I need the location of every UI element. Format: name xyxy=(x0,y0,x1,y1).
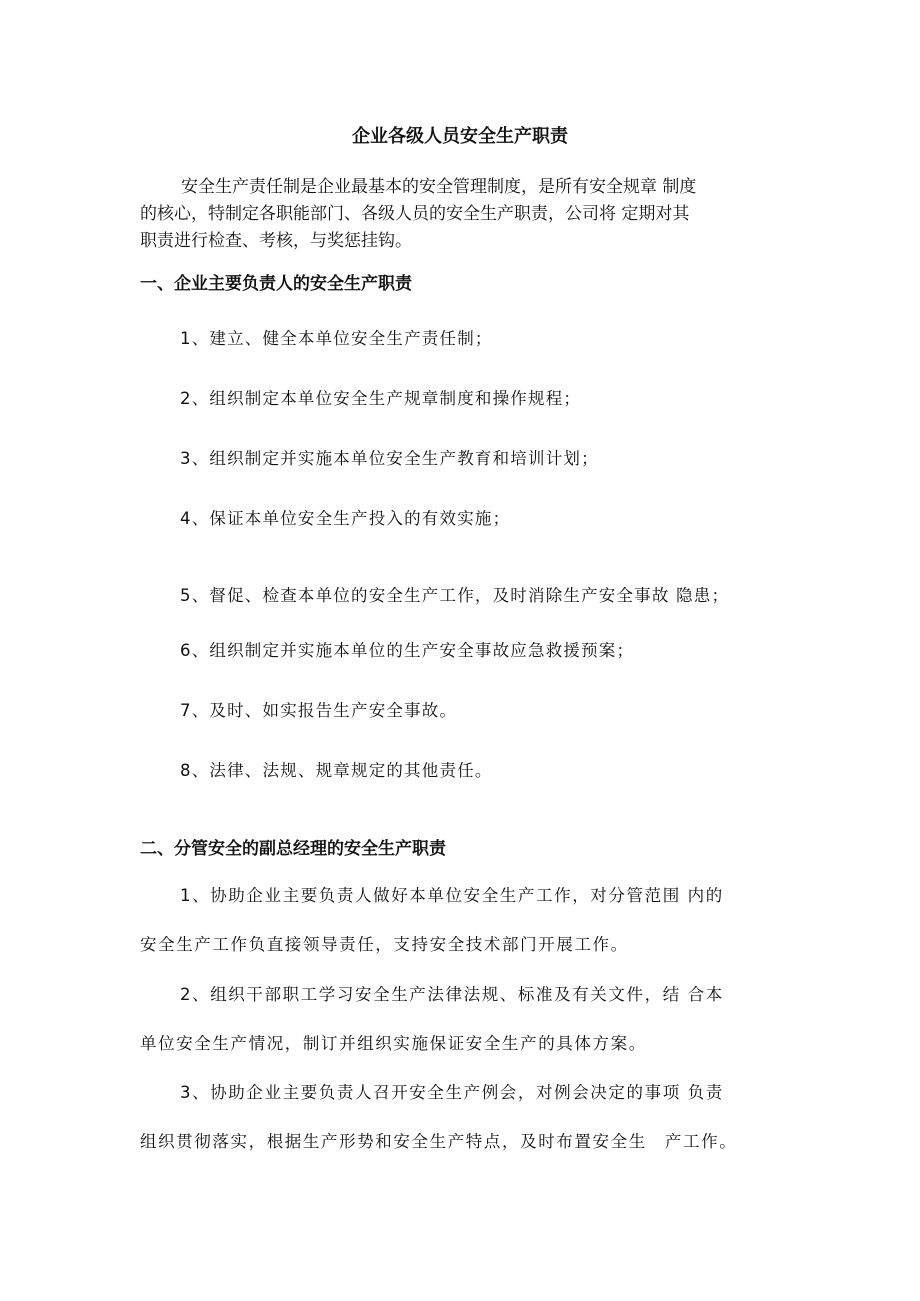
list-item: 6、组织制定并实施本单位的生产安全事故应急救援预案； xyxy=(180,641,635,660)
paragraph-line: 单位安全生产情况，制订并组织实施保证安全生产的具体方案。 xyxy=(140,1034,647,1053)
section-heading-1: 一、企业主要负责人的安全生产职责 xyxy=(140,274,412,294)
paragraph-line: 2、组织干部职工学习安全生产法律法规、标准及有关文件，结 合本 xyxy=(180,985,724,1004)
intro-line: 安全生产责任制是企业最基本的安全管理制度，是所有安全规章 制度 xyxy=(181,177,697,197)
list-item: 1、建立、健全本单位安全生产责任制； xyxy=(180,329,493,348)
paragraph-line: 1、协助企业主要负责人做好本单位安全生产工作，对分管范围 内的 xyxy=(180,886,724,905)
list-item: 7、及时、如实报告生产安全事故。 xyxy=(180,701,458,720)
paragraph-line: 组织贯彻落实，根据生产形势和安全生产特点，及时布置安全生 产工作。 xyxy=(140,1132,738,1151)
paragraph-line: 安全生产工作负直接领导责任，支持安全技术部门开展工作。 xyxy=(140,935,629,954)
intro-line: 的核心，特制定各职能部门、各级人员的安全生产职责，公司将 定期对其 xyxy=(140,204,690,224)
list-item: 3、组织制定并实施本单位安全生产教育和培训计划； xyxy=(180,449,599,468)
section-heading-2: 二、分管安全的副总经理的安全生产职责 xyxy=(140,839,446,859)
list-item: 8、法律、法规、规章规定的其他责任。 xyxy=(180,761,493,780)
list-item: 4、保证本单位安全生产投入的有效实施； xyxy=(180,509,511,528)
list-item: 2、组织制定本单位安全生产规章制度和操作规程； xyxy=(180,389,582,408)
intro-line: 职责进行检查、考核，与奖惩挂钩。 xyxy=(140,231,412,251)
list-item: 5、督促、检查本单位的安全生产工作，及时消除生产安全事故 隐患； xyxy=(180,586,730,605)
page-title: 企业各级人员安全生产职责 xyxy=(352,126,568,147)
paragraph-line: 3、协助企业主要负责人召开安全生产例会，对例会决定的事项 负责 xyxy=(180,1083,724,1102)
